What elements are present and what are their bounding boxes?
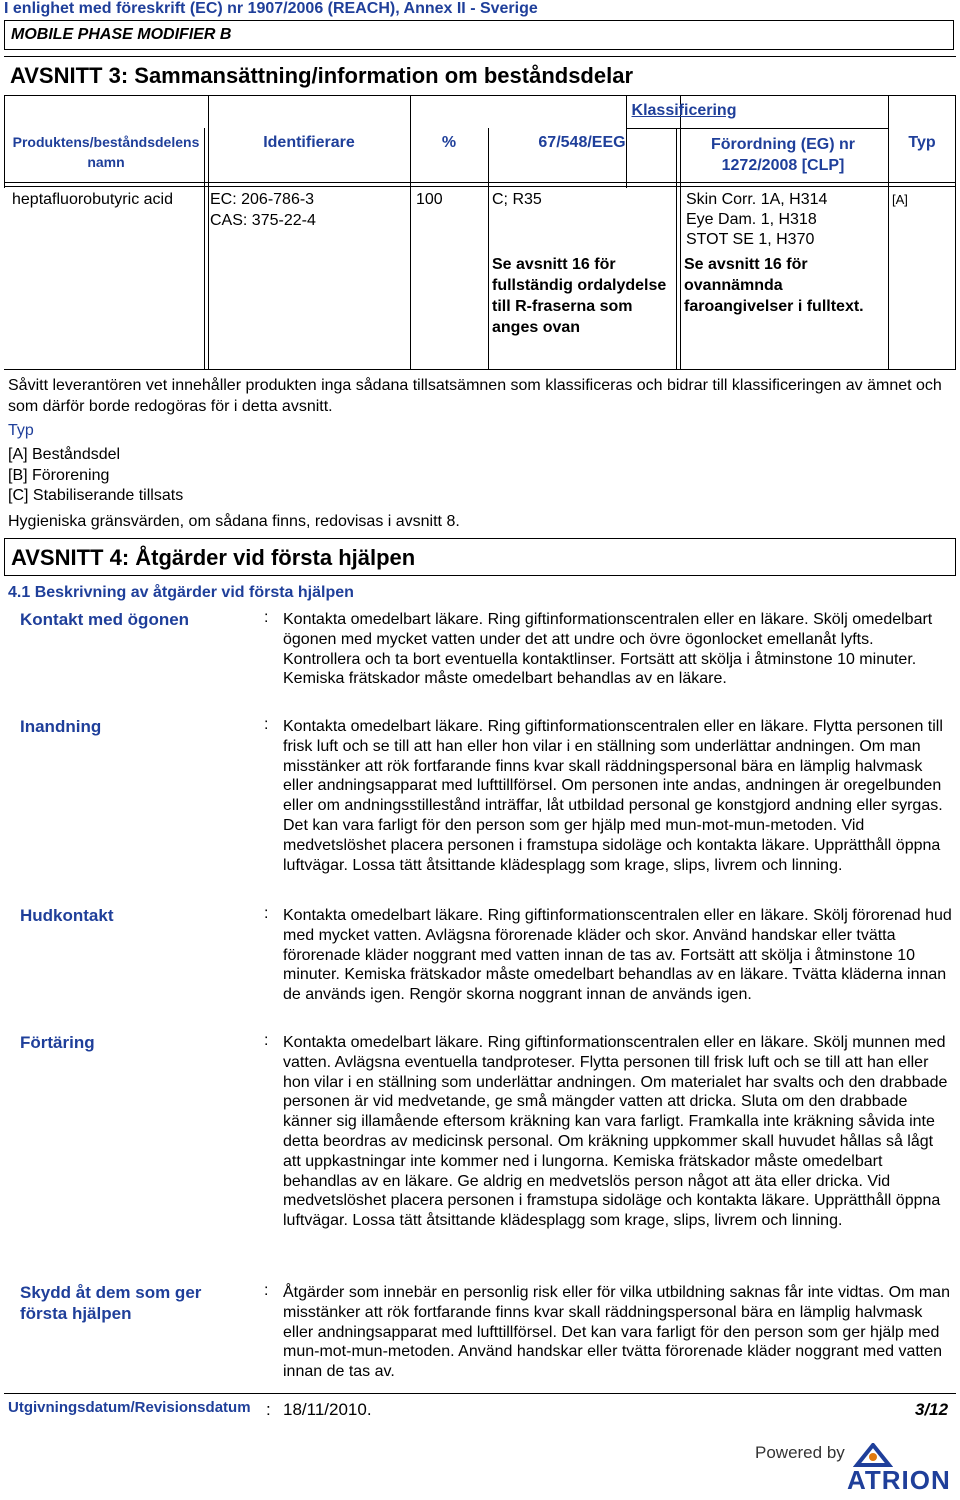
footer-divider — [4, 1393, 956, 1394]
col-eec-header: 67/548/EEG — [538, 134, 626, 151]
first-aider-protection-text: Åtgärder som innebär en personlig risk eller för vilka utbildning saknas får inte vidtas. Om man misstänker att rök fortfarande finns kvar skall räddningspersonal bära en lämplig halvmask eller andningsapparat med lufttillförsel. Det kan vara farligt för den person som ger hjälp med mun-mot-mun-metoden. Använd handskar eller tvätta förorenade kläder noggrant med vatten innan de tas av. — [283, 1284, 950, 1381]
skin-contact-text: Kontakta omedelbart läkare. Ring giftinformationscentralen eller en läkare. Skölj förorenad hud med mycket vatten. Avlägsna förorenade kläder och skor. Använd handskar eller tvätta förorenade kläder noggrant med vatten innan de tas av. Fortsätt att skölja i åtminstone 10 minuter. Kemiska frätskador måste omedelbart behandlas av en läkare. Tvätta kläderna innan de används igen. Rengör skorna noggrant innan de används igen. — [283, 907, 952, 1004]
product-name-box — [4, 20, 954, 50]
percent-value: 100 — [416, 191, 443, 208]
atrion-mark-icon — [853, 1443, 893, 1467]
section4-heading — [4, 538, 956, 576]
eec-classification: C; R35 — [492, 191, 542, 208]
regulation-header: I enlighet med föreskrift (EC) nr 1907/2006 (REACH), Annex II - Sverige — [4, 0, 538, 17]
hygiene-note: Hygieniska gränsvärden, om sådana finns, redovisas i avsnitt 8. — [8, 513, 460, 530]
clp-note: Se avsnitt 16 för ovannämnda faroangivelser i fulltext. — [684, 256, 864, 315]
col-name-header: Produktens/beståndsdelens namn — [12, 134, 200, 170]
issue-date-colon: : — [266, 1400, 271, 1419]
ingestion-label: Förtäring — [20, 1033, 95, 1052]
powered-by-text: Powered by — [755, 1443, 845, 1462]
col-type-header: Typ — [908, 134, 936, 151]
section3-heading — [4, 56, 956, 96]
issue-date-label: Utgivningsdatum/Revisionsdatum — [8, 1399, 251, 1416]
colon: : — [264, 905, 269, 922]
eye-contact-label: Kontakt med ögonen — [20, 610, 190, 629]
product-name: MOBILE PHASE MODIFIER B — [11, 26, 232, 43]
atrion-brand-text: ATRION — [847, 1465, 951, 1495]
section3-title: AVSNITT 3: Sammansättning/information om beståndsdelar — [10, 63, 634, 88]
section4-title: AVSNITT 4: Åtgärder vid första hjälpen — [11, 545, 416, 570]
colon: : — [264, 609, 269, 626]
composition-table — [4, 96, 956, 370]
ingestion-text: Kontakta omedelbart läkare. Ring giftinformationscentralen eller en läkare. Skölj munnen med vatten. Avlägsna eventuella tandproteser. Flytta personen till frisk luft och se till att han eller hon vilar i en ställning som underlättar andningen. Om materialet har svalts och den drabbade personen är vid medvetande, ge små mängder vatten att dricka. Sluta om den drabbade känner sig illamående eftersom kräkning kan vara farligt. Framkalla inte kräkning såvida inte detta beordras av medicinsk personal. Om kräkning uppkommer skall huvudet hållas så lågt att uppkastningar inte kommer ned i lungorna. Kemiska frätskador måste omedelbart behandlas av en läkare. Ge aldrig en medvetslös person något att äta eller dricka. Vid medvetslöshet placera personen i framstupa sidoläge och kontakta läkare. Upprätthåll öppna luftvägar. Lossa tätt åtsittande klädesplagg som krage, slips, livrem och linning. — [283, 1034, 948, 1230]
clp-line-2: Eye Dam. 1, H318 — [686, 211, 817, 228]
supplier-paragraph: Såvitt leverantören vet innehåller produkten inga sådana tillsatsämnen som klassificeras och bidrar till klassificeringen av ämnet och som därför borde redogöras för i detta avsnitt. — [8, 377, 942, 415]
eye-contact-text: Kontakta omedelbart läkare. Ring giftinformationscentralen eller en läkare. Skölj omedelbart ögonen med mycket vatten under det att undre och övre ögonlocket emellanåt lyfts. Kontrollera och ta bort eventuella kontaktlinser. Fortsätt att skölja i åtminstone 10 minuter. Kemiska frätskador måste omedelbart behandlas av en läkare. — [283, 611, 933, 688]
colon: : — [264, 1032, 269, 1049]
col-identifier-header: Identifierare — [263, 134, 355, 151]
issue-date: 18/11/2010. — [283, 1400, 372, 1419]
colon: : — [264, 1282, 269, 1299]
col-clp-header: Förordning (EG) nr 1272/2008 [CLP] — [711, 136, 855, 174]
skin-contact-label: Hudkontakt — [20, 906, 114, 925]
type-item-c: [C] Stabiliserande tillsats — [8, 487, 184, 504]
type-item-b: [B] Förorening — [8, 467, 110, 484]
cas-number: CAS: 375-22-4 — [210, 212, 316, 229]
eec-note: Se avsnitt 16 för fullständig ordalydelse till R-fraserna som anges ovan — [492, 256, 667, 336]
subsection-4-1: 4.1 Beskrivning av åtgärder vid första hjälpen — [8, 584, 354, 601]
atrion-logo — [755, 1443, 960, 1495]
page-number: 3/12 — [915, 1400, 949, 1419]
type-value: [A] — [892, 192, 908, 207]
type-item-a: [A] Beståndsdel — [8, 446, 121, 463]
colon: : — [264, 716, 269, 733]
first-aider-protection-label: Skydd åt dem som ger första hjälpen — [20, 1283, 202, 1323]
ec-number: EC: 206-786-3 — [210, 191, 315, 208]
type-heading: Typ — [8, 422, 34, 439]
col-percent-header: % — [441, 134, 457, 151]
inhalation-text: Kontakta omedelbart läkare. Ring giftinformationscentralen eller en läkare. Flytta personen till frisk luft och se till att han eller hon vilar i en ställning som underlättar andningen. Om man misstänker att rök fortfarande finns kvar skall räddningspersonal bära en lämplig halvmask eller andningsapparat med lufttillförsel. Om personen inte andas, andningen är oregelbunden eller om andningsstillestånd inträffar, låt utbildad personal ge konstgjord andning eller syrgas. Det kan vara farligt för den person som ger hjälp med mun-mot-mun-metoden. Vid medvetslöshet placera personen i framstupa sidoläge och kontakta läkare. Upprätthåll öppna luftvägar. Lossa tätt åtsittande klädesplagg som krage, slips, livrem och linning. — [283, 718, 943, 874]
clp-line-3: STOT SE 1, H370 — [686, 231, 815, 248]
classification-header: Klassificering — [631, 102, 737, 119]
clp-line-1: Skin Corr. 1A, H314 — [686, 191, 828, 208]
inhalation-label: Inandning — [20, 717, 102, 736]
substance-name: heptafluorobutyric acid — [12, 191, 173, 208]
